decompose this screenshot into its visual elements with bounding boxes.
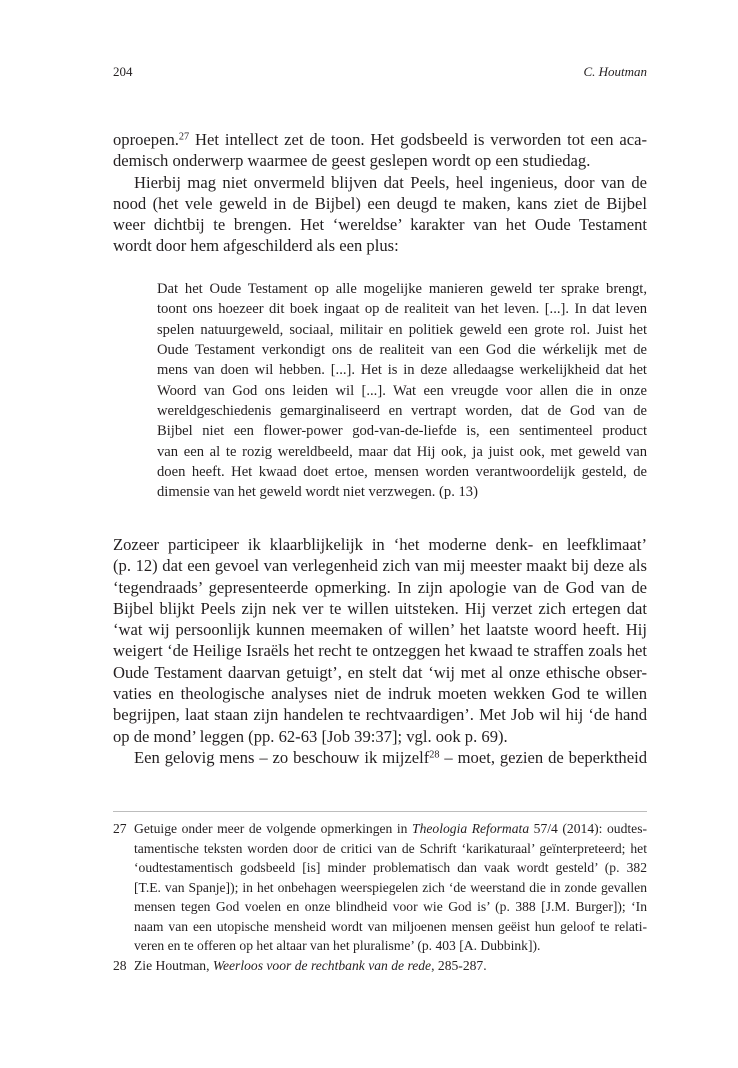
text-run: Bijbel blijkt Peels zijn nek ver te willen uitsteken. Hij verzet zich ertegen dat (113, 598, 647, 618)
text-run: spelen natuurgeweld, sociaal, militair en politiek geweld een grote rol. Juist het (157, 321, 647, 338)
text-run: tamentische teksten worden door de critici van de Schrift ‘karikaturaal’ geïnterpreteerd; het (134, 840, 647, 856)
footnote (113, 956, 647, 976)
footnote-line (134, 897, 647, 917)
text-line (157, 279, 647, 299)
text-run: (p. 12) dat een gevoel van verlegenheid zich van mij meester maakt bij deze als (113, 556, 647, 576)
footnote-line (134, 956, 647, 976)
footnote-ref: 28 (429, 749, 440, 761)
text-run: – moet, gezien de beperktheid (439, 747, 648, 767)
text-run: weigert ‘de Heilige Israëls het recht te ontzeggen het kwaad te straffen zoals het (113, 641, 647, 661)
text-run: mensen tegen God voelen en onze blindheid voor wie God is’ (p. 388 [J.M. Burger]); ‘In (134, 899, 647, 914)
text-line (157, 401, 647, 421)
footnote-ref: 27 (178, 131, 190, 143)
body-paragraphs-bottom (113, 534, 647, 768)
text-line (113, 598, 647, 619)
text-line (113, 662, 647, 683)
text-run: Zozeer participeer ik klaarblijkelijk in ‘het moderne denk- en leefklimaat’ (113, 535, 647, 554)
footnotes (113, 819, 647, 975)
text-run: toont ons hoezeer dit boek ingaat op de realiteit van het leven. [...]. In dat leven (157, 301, 647, 318)
footnote-line (134, 936, 647, 956)
footnote-line (134, 839, 647, 859)
footnote-number: 27 (113, 821, 127, 836)
text-line (113, 193, 647, 214)
text-run: [T.E. van Spanje]); in het onbehagen weerspiegelen zich ‘de weerstand die in zonde gevallen (134, 879, 647, 895)
text-line (113, 683, 647, 704)
text-line (113, 150, 647, 171)
text-run: wereldgeschiedenis gemarginaliseerd en vertrapt worden, dat de God van de (157, 403, 647, 420)
text-run: dimensie van het geweld wordt niet verzwegen. (p. 13) (157, 484, 478, 501)
text-line (113, 726, 647, 747)
text-line (157, 442, 647, 462)
footnote-line (134, 819, 647, 839)
text-run: naam van een utopische mensheid wordt van miljoenen mensen geëist hun geloof te relati- (134, 918, 647, 934)
text-line (113, 214, 647, 235)
text-run: Dat het Oude Testament op alle mogelijke manieren geweld ter sprake brengt, (157, 281, 647, 297)
text-run: veren en te offeren op het altaar van het pluralisme’ (p. 403 [A. Dubbink]). (134, 938, 541, 953)
running-head: C. Houtman (583, 64, 647, 79)
footnote-line (134, 858, 647, 878)
text-run: doen heeft. Het kwaad doet ertoe, mensen worden verantwoordelijk gesteld, de (157, 464, 647, 481)
text-run: Het intellect zet de toon. Het godsbeeld is verworden tot een aca- (189, 130, 647, 149)
text-line (113, 747, 647, 768)
footnote-number: 28 (113, 957, 127, 973)
text-run: 57/4 (2014): oudtes- (529, 821, 648, 836)
text-line (113, 172, 647, 193)
text-line (113, 129, 647, 150)
text-run: Zie Houtman, (134, 957, 213, 973)
text-line (113, 704, 647, 725)
footnote-text (134, 819, 647, 956)
text-line (157, 320, 647, 340)
text-line (113, 555, 647, 576)
italic-title: Theologia Reformata (412, 821, 530, 836)
text-run: begrijpen, laat staan zijn handelen te rechtvaardigen’. Met Job wil hij ‘de hand (113, 705, 647, 725)
text-run: Bijbel niet een flower-power god-van-de-liefde is, een sentimenteel product (157, 423, 647, 440)
footnote (113, 819, 647, 956)
text-run: mens van doen wil hebben. [...]. Het is in deze alledaagse werkelijkheid dat het (157, 362, 647, 379)
text-run: Een gelovig mens – zo beschouw ik mijzelf (134, 747, 430, 767)
text-line (113, 235, 647, 256)
text-run: vaties en theologische analyses niet de indruk moeten wekken God te willen (113, 684, 647, 704)
text-line (157, 482, 647, 502)
italic-title: Weerloos voor de rechtbank van de rede (212, 957, 432, 973)
text-run: oproepen. (113, 130, 179, 149)
text-line (113, 619, 647, 640)
text-run: , 285-287. (431, 957, 487, 973)
text-line (157, 340, 647, 360)
text-run: op de mond’ leggen (pp. 62-63 [Job 39:37]; vgl. ook p. 69). (113, 726, 508, 746)
text-run: ‘wat wij persoonlijk kunnen meemaken of willen’ het laatste woord heeft. Hij (113, 620, 647, 640)
text-line (157, 421, 647, 441)
text-line (113, 577, 647, 598)
text-line (157, 462, 647, 482)
footnote-line (134, 878, 647, 898)
text-run: ‘tegendraads’ gepresenteerde opmerking. In zijn apologie van de God van de (113, 577, 647, 597)
block-quote (157, 279, 647, 503)
page-number: 204 (113, 64, 133, 79)
text-run: nood (het vele geweld in de Bijbel) een deugd te maken, kans ziet de Bijbel (113, 193, 647, 213)
footnote-line (134, 917, 647, 937)
text-line (157, 299, 647, 319)
text-run: Oude Testament daarvan getuigt’, en stelt dat ‘wij met al onze ethische obser- (113, 662, 647, 682)
text-run: weer dichtbij te brengen. Het ‘wereldse’ karakter van het Oude Testament (113, 215, 647, 235)
text-line (157, 381, 647, 401)
text-run: demisch onderwerp waarmee de geest geslepen wordt op een studiedag. (113, 151, 591, 171)
footnote-divider (113, 811, 647, 812)
text-run: ‘oudtestamentisch godsbeeld [is] minder problematisch dan vaak wordt gesteld’ (p. 382 (134, 860, 647, 875)
text-run: Oude Testament verkondigt ons de realiteit van een God die wérkelijk met de (157, 342, 647, 359)
text-line (113, 640, 647, 661)
text-run: van een al te rozig wereldbeeld, maar dat Hij ook, ja juist ook, met geweld van (157, 443, 647, 460)
text-run: wordt door hem afgeschilderd als een plus: (113, 236, 399, 256)
text-line (157, 360, 647, 380)
text-run: Hierbij mag niet onvermeld blijven dat Peels, heel ingenieus, door van de (134, 172, 647, 192)
footnote-text (134, 956, 647, 976)
text-run: Getuige onder meer de volgende opmerkingen in (134, 821, 413, 836)
body-paragraphs-top (113, 129, 647, 257)
text-line (113, 534, 647, 555)
text-run: Woord van God ons leiden wil [...]. Wat een vreugde voor allen die in onze (157, 382, 647, 399)
